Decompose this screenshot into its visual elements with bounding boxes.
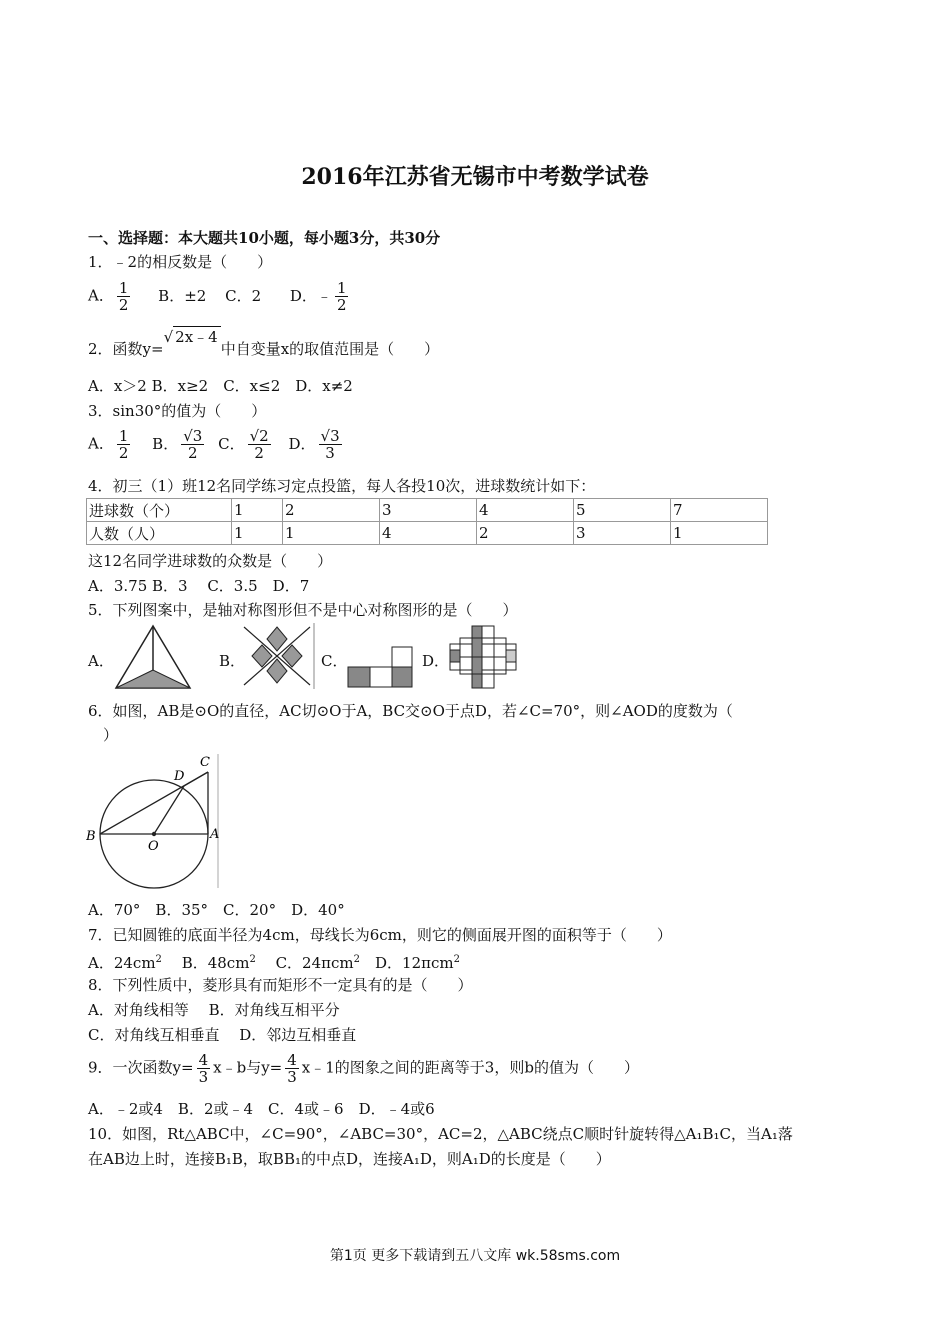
option-c-label: C． xyxy=(321,652,348,670)
option-b-label: B． xyxy=(219,652,246,670)
page-title: 2016年江苏省无锡市中考数学试卷 xyxy=(301,164,649,190)
fraction: $\frac{1}{2}$ xyxy=(336,279,347,314)
fraction: $\frac{4}{3}$ xyxy=(287,1051,297,1086)
question-6-options: A．70° B．35° C．20° D．40° xyxy=(88,901,345,919)
table-cell: 1 xyxy=(671,522,768,545)
diamonds-figure xyxy=(240,623,316,689)
table-cell: 4 xyxy=(477,499,574,522)
stem-part: 2．函数y= xyxy=(88,340,164,358)
question-9-options: A．﹣2或4 B．2或﹣4 C．4或﹣6 D．﹣4或6 xyxy=(88,1100,435,1118)
fraction: $\frac{1}{2}$ xyxy=(118,279,129,314)
sqrt-expression: √ 2x﹣4 xyxy=(164,328,221,346)
table-cell: 7 xyxy=(671,499,768,522)
question-1-options xyxy=(88,280,351,313)
sqrt-fraction: $\frac{√3}{2}$ xyxy=(183,427,203,462)
question-1-stem: 1．﹣2的相反数是（ ） xyxy=(88,253,273,271)
option-d-label: D． xyxy=(288,434,316,453)
table-cell: 2 xyxy=(283,499,380,522)
option-d-label: D． xyxy=(422,652,450,670)
stem-part: 中自变量x的取值范围是（ ） xyxy=(220,340,440,358)
table-cell: 5 xyxy=(574,499,671,522)
question-8-options-2: C．对角线互相垂直 D．邻边互相垂直 xyxy=(88,1026,357,1044)
stem-part: x﹣1的图象之间的距离等于3，则b的值为（ ） xyxy=(301,1058,639,1077)
blocks-figure xyxy=(346,645,414,689)
table-cell: 1 xyxy=(232,522,283,545)
option-a: A．24cm xyxy=(88,954,156,972)
circle-diagram xyxy=(86,752,222,890)
question-5-stem: 5．下列图案中，是轴对称图形但不是中心对称图形的是（ ） xyxy=(88,601,518,619)
question-2-options: A．x＞2 B．x≥2 C．x≤2 D．x≠2 xyxy=(88,377,353,395)
question-4-options: A．3.75 B．3 C．3.5 D．7 xyxy=(88,577,310,595)
label-o: O xyxy=(148,839,159,854)
radicand: 2x﹣4 xyxy=(173,326,221,347)
table-cell: 1 xyxy=(283,522,380,545)
question-6-stem-line1: 6．如图，AB是⊙O的直径，AC切⊙O于A，BC交⊙O于点D，若∠C=70°，则∠AOD的度数为（ xyxy=(88,702,733,720)
question-10-line2: 在AB边上时，连接B₁B，取BB₁的中点D，连接A₁D，则A₁D的长度是（ ） xyxy=(88,1150,611,1168)
question-10-line1: 10．如图，Rt△ABC中，∠C=90°，∠ABC=30°，AC=2，△ABC绕点C顺时针旋转得△A₁B₁C，当A₁落 xyxy=(88,1125,793,1143)
label-c: C xyxy=(200,755,210,770)
question-3-stem: 3．sin30°的值为（ ） xyxy=(88,402,267,420)
superscript: 2 xyxy=(353,954,361,965)
option-b: B．48cm xyxy=(161,954,250,972)
option-c: C．24πcm xyxy=(255,954,354,972)
cross-grid-figure xyxy=(448,624,518,690)
question-4-after: 这12名同学进球数的众数是（ ） xyxy=(88,552,333,570)
sqrt-fraction: $\frac{√3}{3}$ xyxy=(320,427,340,462)
section-heading: 一、选择题：本大题共10小题，每小题3分，共30分 xyxy=(88,229,441,247)
superscript: 2 xyxy=(249,954,256,965)
stem-part: 9．一次函数y= xyxy=(88,1058,194,1077)
table-cell: 2 xyxy=(477,522,574,545)
superscript: 2 xyxy=(155,954,162,965)
triangle-figure xyxy=(114,624,192,690)
option-d: D．12πcm xyxy=(360,954,454,972)
option-d-label: D．﹣ xyxy=(289,286,332,305)
label-b: B xyxy=(86,829,96,844)
stem-part: x﹣b与y= xyxy=(213,1058,283,1077)
superscript: 2 xyxy=(453,954,460,965)
question-4-stem: 4．初三（1）班12名同学练习定点投篮，每人各投10次，进球数统计如下： xyxy=(88,477,596,495)
table-cell: 3 xyxy=(574,522,671,545)
option-b: B．±2 xyxy=(158,286,207,305)
question-8-stem: 8．下列性质中，菱形具有而矩形不一定具有的是（ ） xyxy=(88,976,473,994)
option-c-label: C． xyxy=(218,434,245,453)
goals-table xyxy=(86,498,768,545)
question-7-stem: 7．已知圆锥的底面半径为4cm，母线长为6cm，则它的侧面展开图的面积等于（ ） xyxy=(88,926,672,944)
option-c: C．2 xyxy=(225,286,262,305)
page-footer: 第1页 更多下载请到五八文库 wk.58sms.com xyxy=(329,1248,621,1264)
table-cell: 3 xyxy=(380,499,477,522)
question-8-options-1: A．对角线相等 B．对角线互相平分 xyxy=(88,1001,340,1019)
sqrt-fraction: $\frac{√2}{2}$ xyxy=(249,427,269,462)
question-3-options xyxy=(88,428,345,461)
table-cell: 进球数（个） xyxy=(87,499,232,522)
label-d: D xyxy=(174,769,185,784)
question-6-stem-line2: ） xyxy=(88,726,119,744)
question-9-stem xyxy=(88,1052,639,1085)
fraction: $\frac{1}{2}$ xyxy=(118,427,129,462)
table-row xyxy=(87,499,768,522)
question-2-stem xyxy=(88,328,440,359)
option-a-label: A． xyxy=(88,286,114,305)
label-a: A xyxy=(210,827,220,842)
option-b-label: B． xyxy=(152,434,179,453)
table-row xyxy=(87,522,768,545)
table-cell: 1 xyxy=(232,499,283,522)
option-a-label: A． xyxy=(88,652,114,670)
question-7-options xyxy=(88,950,460,973)
fraction: $\frac{4}{3}$ xyxy=(198,1051,209,1086)
option-a-label: A． xyxy=(88,434,114,453)
table-cell: 人数（人） xyxy=(87,522,232,545)
table-cell: 4 xyxy=(380,522,477,545)
